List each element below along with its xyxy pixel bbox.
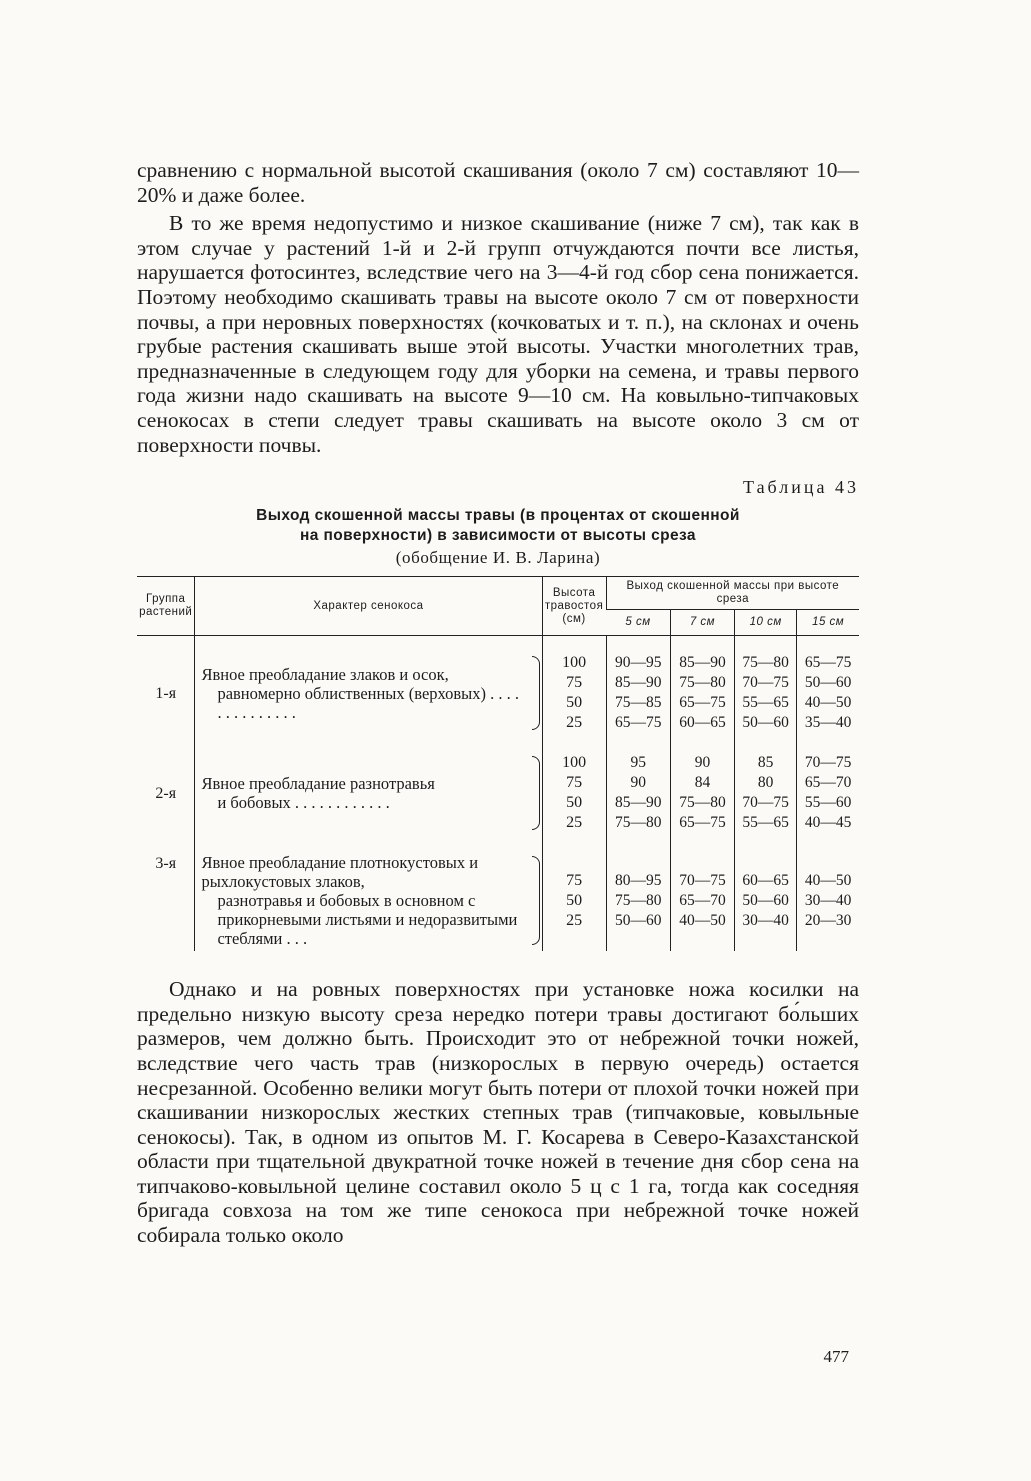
yield-value: 65—75 (679, 694, 726, 712)
row-cut-15 (797, 650, 859, 736)
table-subtitle: (обобщение И. В. Ларина) (395, 548, 601, 568)
yield-value: 95 (630, 754, 647, 772)
desc-rest: и бобовых . . . . . . . . . . . . (217, 793, 390, 813)
height-value: 75 (566, 871, 583, 889)
height-value: 75 (566, 774, 583, 792)
row-description (195, 850, 542, 951)
row-cut-7 (670, 750, 734, 836)
desc-rest: равномерно облиственных (верховых) . . . . . . . . . . . . . . (217, 683, 520, 722)
row-cut-5 (606, 750, 670, 836)
row-cut-15 (797, 750, 859, 836)
yield-value: 90 (694, 754, 711, 772)
row-group: 3-я (155, 855, 177, 873)
height-value: 100 (562, 654, 587, 672)
desc-first: Явное преобладание плотнокустовых и рыхлокустовых злаков, (201, 853, 479, 892)
row-cut-7 (670, 850, 734, 951)
page-number: 477 (823, 1347, 849, 1366)
yield-value: 85—90 (615, 794, 662, 812)
yield-value: 65—75 (615, 714, 662, 732)
yield-value: 60—65 (742, 871, 789, 889)
paragraph-3: Однако и на ровных поверхностях при установке ножа косилки на предельно низкую высоту среза нередко потери травы достигают бо́льших размеров, чем должно быть. Происходит это от небрежной точки ножей, вследствие чего часть трав (низкорослых в первую очередь) остается несрезанной. Особенно велики могут быть потери от плохой точки ножей при скашивании низкорослых жестких степных трав (типчаковые, ковыльные сенокосы). Так, в одном из опытов М. Г. Косарева в Северо-Казахстанской области при тщательной двукратной точке ножей в течение дня сбор сена на типчаково-ковыльной целине составил около 5 ц с 1 га, тогда как соседняя бригада совхоза на том же типе сенокоса при небрежной точке ножей собирала только около (137, 977, 859, 1248)
yield-value: 50—60 (804, 674, 852, 692)
row-heights (542, 850, 606, 951)
brace-icon (532, 656, 540, 730)
yield-value: 65—75 (804, 654, 852, 672)
yield-value: 65—70 (804, 774, 852, 792)
yield-value: 85—90 (679, 654, 726, 672)
row-cut-5 (606, 650, 670, 736)
header-cut-7: 7 см (670, 610, 734, 636)
yield-value: 70—75 (804, 754, 852, 772)
row-group: 1-я (155, 684, 177, 702)
yield-value: 20—30 (804, 911, 852, 929)
yield-value: 50—60 (742, 891, 789, 909)
yield-value: 85—90 (615, 674, 662, 692)
yield-value: 75—80 (679, 794, 726, 812)
table-title-line-1: Выход скошенной массы травы (в процентах от скошенной (256, 507, 740, 525)
brace-icon (532, 756, 540, 830)
yield-value: 70—75 (742, 794, 789, 812)
yield-value: 55—65 (742, 814, 789, 832)
height-value: 25 (566, 814, 583, 832)
yield-value: 75—80 (679, 674, 726, 692)
row-cut-10 (735, 850, 797, 951)
height-value: 75 (566, 674, 583, 692)
height-value: 50 (566, 794, 583, 812)
height-value: 25 (566, 714, 583, 732)
yield-value: 75—80 (615, 891, 662, 909)
desc-rest: разнотравья и бобовых в основном с прикорневыми листьями и недоразвитыми стеблями . . . (217, 891, 518, 949)
row-heights (542, 750, 606, 836)
row-description (195, 650, 542, 736)
brace-icon (532, 856, 540, 945)
table-row (137, 650, 859, 736)
table-row (137, 850, 859, 951)
yield-value: 40—50 (679, 911, 726, 929)
yield-value: 80 (757, 774, 774, 792)
yield-value: 75—85 (615, 694, 662, 712)
row-cut-7 (670, 650, 734, 736)
paragraph-1: сравнению с нормальной высотой скашивания (около 7 см) составляют 10—20% и даже более. (137, 158, 859, 207)
yield-value: 35—40 (804, 714, 852, 732)
yield-value: 65—75 (679, 814, 726, 832)
table-row (137, 750, 859, 836)
header-yield: Выход скошенной массы при высоте среза (606, 577, 859, 610)
height-value: 50 (566, 891, 583, 909)
yield-value: 50—60 (615, 911, 662, 929)
yield-value: 90—95 (615, 654, 662, 672)
yield-value: 50—60 (742, 714, 789, 732)
desc-first: Явное преобладание злаков и осок, (201, 664, 449, 684)
header-cut-10: 10 см (735, 610, 797, 636)
paragraph-2: В то же время недопустимо и низкое скашивание (ниже 7 см), так как в этом случае у растений 1-й и 2-й групп отчуждаются почти все листья, нарушается фотосинтез, вследствие чего на 3—4-й год сбор сена понижается. Поэтому необходимо скашивать травы на высоте около 7 см от поверхности почвы, а при неровных поверхностях (кочковатых и т. п.), на склонах и очень грубые растения скашивать выше этой высоты. Участки многолетних трав, предназначенные в следующем году для уборки на семена, и травы первого года жизни надо скашивать на высоте 9—10 см. На ковыльно-типчаковых сенокосах в степи следует травы скашивать на высоте около 3 см от поверхности почвы. (137, 211, 859, 457)
header-cut-15: 15 см (797, 610, 859, 636)
height-value: 100 (562, 754, 587, 772)
header-cut-5: 5 см (606, 610, 670, 636)
desc-first: Явное преобладание разнотравья (201, 774, 435, 794)
height-value: 50 (566, 694, 583, 712)
yield-value: 30—40 (804, 891, 852, 909)
row-group: 2-я (155, 784, 177, 802)
page-content (137, 158, 859, 1248)
row-cut-10 (735, 650, 797, 736)
yield-value: 70—75 (742, 674, 789, 692)
row-cut-5 (606, 850, 670, 951)
yield-value: 90 (630, 774, 647, 792)
yield-value: 65—70 (679, 891, 726, 909)
header-height: Высота травостоя (см) (542, 577, 606, 636)
yield-value: 80—95 (615, 871, 662, 889)
row-cut-15 (797, 850, 859, 951)
yield-value: 40—50 (804, 694, 852, 712)
table-title-line-2: на поверхности) в зависимости от высоты среза (300, 527, 696, 545)
yield-value: 84 (694, 774, 711, 792)
header-group: Группа растений (137, 577, 195, 636)
row-heights (542, 650, 606, 736)
height-value: 25 (566, 911, 583, 929)
row-description (195, 750, 542, 836)
yield-value: 60—65 (679, 714, 726, 732)
yield-value: 30—40 (742, 911, 789, 929)
row-cut-10 (735, 750, 797, 836)
header-character: Характер сенокоса (195, 577, 542, 636)
yield-value: 40—50 (804, 871, 852, 889)
table-label: Таблица 43 (743, 477, 859, 498)
yield-value: 55—65 (742, 694, 789, 712)
yield-value: 40—45 (804, 814, 852, 832)
table-title (137, 506, 859, 546)
yield-value: 85 (757, 754, 774, 772)
yield-value: 75—80 (742, 654, 789, 672)
yield-value: 70—75 (679, 871, 726, 889)
yield-value: 55—60 (804, 794, 852, 812)
yield-value: 75—80 (615, 814, 662, 832)
yield-table (137, 576, 859, 951)
